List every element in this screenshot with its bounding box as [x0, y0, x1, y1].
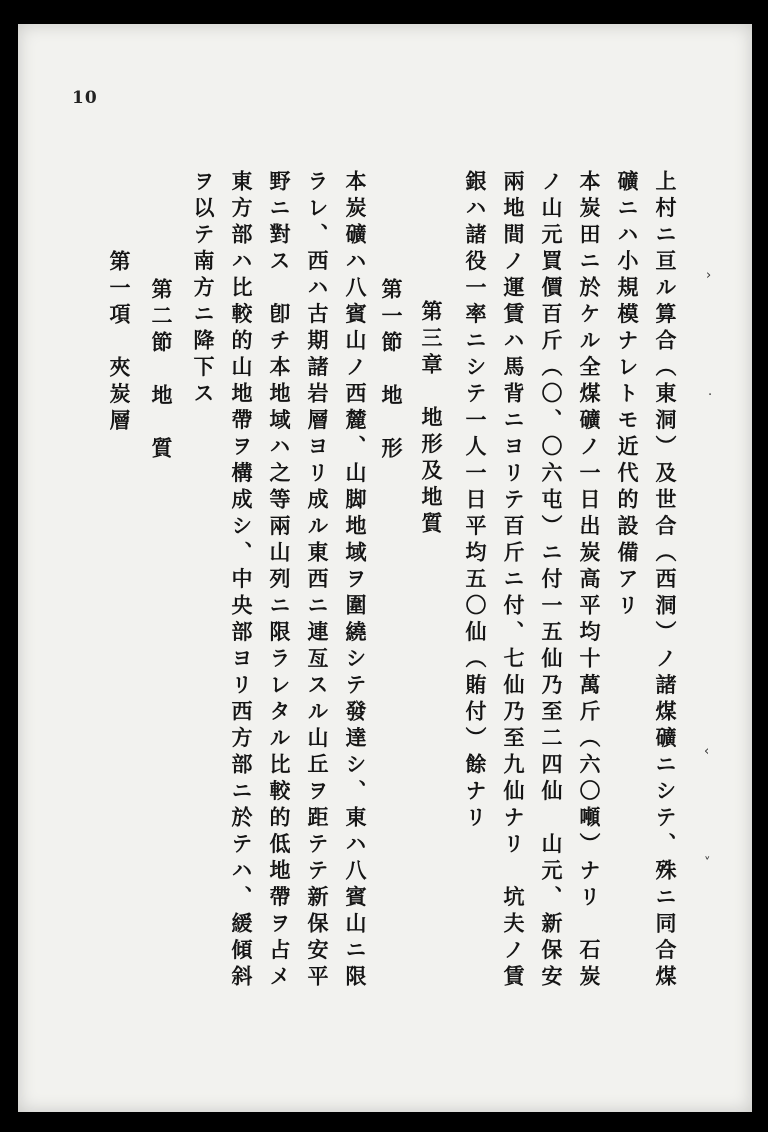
- text-column-1: 上村ニ亘ル算合（東洞）及世合（西洞）ノ諸煤礦ニシテ、殊ニ同合煤: [653, 170, 678, 992]
- text-column-7: 本炭礦ハ八賓山ノ西麓、山脚地域ヲ圍繞シテ發達シ、東ハ八賓山ニ限: [343, 170, 368, 992]
- text-column-10: 東方部ハ比較的山地帶ヲ構成シ、中央部ヨリ西方部ニ於テハ、緩傾斜: [229, 170, 254, 992]
- text-column-9: 野ニ對ス 卽チ本地域ハ之等兩山列ニ限ラレタル比較的低地帶ヲ占メ: [267, 170, 292, 992]
- text-column-5: 兩地間ノ運賃ハ馬背ニヨリテ百斤ニ付、七仙乃至九仙ナリ 坑夫ノ賃: [501, 170, 526, 992]
- text-column-11: ヲ以テ南方ニ降下ス: [191, 170, 216, 409]
- margin-mark: ·: [708, 388, 713, 403]
- section-heading-1: 第一節 地 形: [379, 278, 404, 464]
- text-column-2: 礦ニハ小規模ナレトモ近代的設備アリ: [615, 170, 640, 621]
- chapter-heading: 第三章 地形及地質: [419, 300, 444, 539]
- margin-mark: ‹: [704, 744, 710, 759]
- margin-mark: ›: [706, 268, 712, 283]
- text-column-4: ノ山元買價百斤（〇、〇六屯）ニ付一五仙乃至二四仙 山元、新保安: [539, 170, 564, 992]
- margin-mark: ˅: [704, 856, 711, 871]
- subsection-heading: 第一項 夾炭層: [107, 250, 132, 436]
- section-heading-2: 第二節 地 質: [149, 278, 174, 464]
- text-column-3: 本炭田ニ於ケル全煤礦ノ一日出炭高平均十萬斤（六〇噸）ナリ 石炭: [577, 170, 602, 992]
- text-column-8: ラレ、西ハ古期諸岩層ヨリ成ル東西ニ連亙スル山丘ヲ距テテ新保安平: [305, 170, 330, 992]
- page-number: 10: [72, 88, 98, 108]
- text-column-6: 銀ハ諸役一率ニシテ一人一日平均五〇仙（賄付）餘ナリ: [463, 170, 488, 833]
